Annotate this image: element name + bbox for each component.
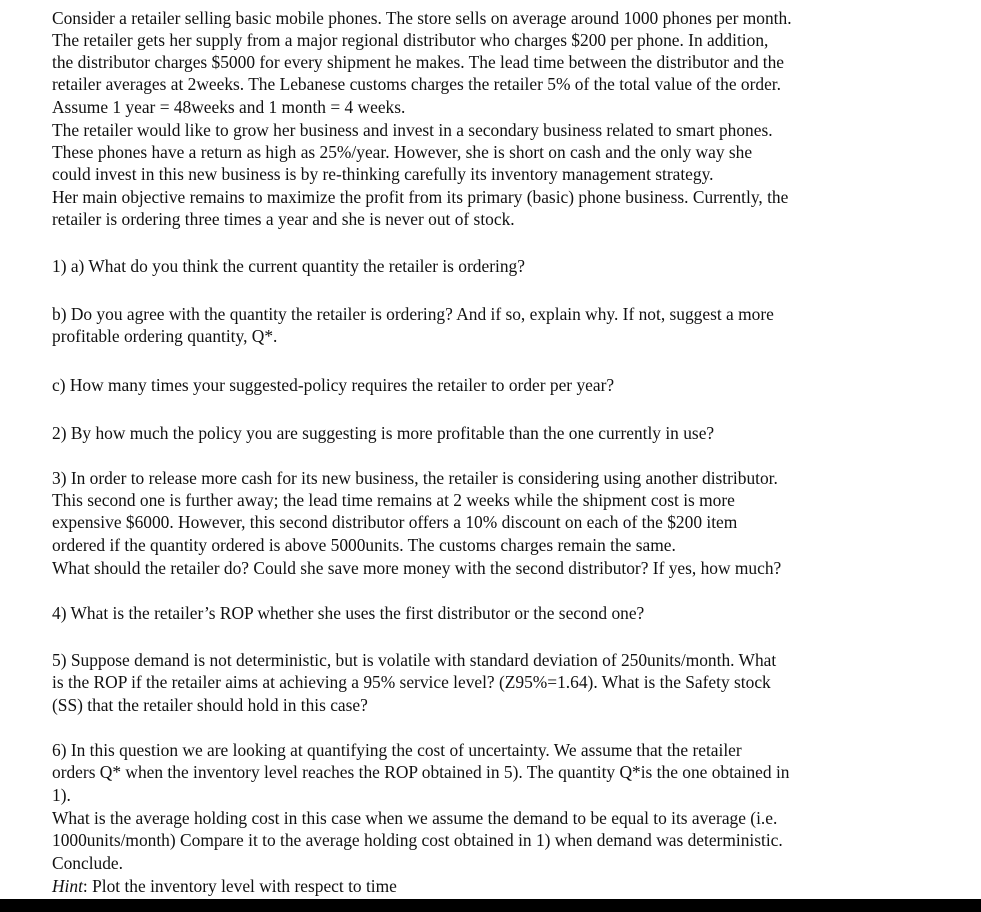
question-line: 5) Suppose demand is not deterministic, but is volatile with standard deviation of 250units/month. What [52, 650, 777, 670]
intro-line: The retailer gets her supply from a major regional distributor who charges $200 per phone. In addition, [52, 30, 769, 50]
question-line: 1) a) What do you think the current quantity the retailer is ordering? [52, 256, 525, 276]
question-line: Conclude. [52, 853, 123, 873]
question-line: This second one is further away; the lead time remains at 2 weeks while the shipment cost is more [52, 490, 735, 510]
intro-line: retailer is ordering three times a year and she is never out of stock. [52, 209, 515, 229]
question-line: ordered if the quantity ordered is above 5000units. The customs charges remain the same. [52, 535, 676, 555]
question-line: profitable ordering quantity, Q*. [52, 326, 278, 346]
question-line: b) Do you agree with the quantity the retailer is ordering? And if so, explain why. If not, suggest a more [52, 304, 774, 324]
question-line: 3) In order to release more cash for its new business, the retailer is considering using another distributor. [52, 468, 778, 488]
intro-line: retailer averages at 2weeks. The Lebanese customs charges the retailer 5% of the total value of the order. [52, 74, 781, 94]
question-line: c) How many times your suggested-policy requires the retailer to order per year? [52, 375, 615, 395]
intro-line: Assume 1 year = 48weeks and 1 month = 4 weeks. [52, 97, 406, 117]
question-line: 1000units/month) Compare it to the average holding cost obtained in 1) when demand was deterministic. [52, 830, 783, 850]
question-line: expensive $6000. However, this second distributor offers a 10% discount on each of the $200 item [52, 512, 738, 532]
intro-line: These phones have a return as high as 25%/year. However, she is short on cash and the only way she [52, 142, 753, 162]
question-line: is the ROP if the retailer aims at achieving a 95% service level? (Z95%=1.64). What is the Safety stock [52, 672, 771, 692]
question-line: (SS) that the retailer should hold in this case? [52, 695, 368, 715]
intro-line: the distributor charges $5000 for every shipment he makes. The lead time between the distributor and the [52, 52, 784, 72]
question-line: 2) By how much the policy you are suggesting is more profitable than the one currently in use? [52, 423, 715, 443]
intro-line: could invest in this new business is by re-thinking carefully its inventory management strategy. [52, 164, 714, 184]
question-line: 6) In this question we are looking at quantifying the cost of uncertainty. We assume that the retailer [52, 740, 742, 760]
bottom-border-bar [0, 899, 981, 912]
question-line: What is the average holding cost in this case when we assume the demand to be equal to its average (i.e. [52, 808, 778, 828]
question-line: orders Q* when the inventory level reaches the ROP obtained in 5). The quantity Q*is the one obtained in [52, 762, 790, 782]
hint-text: : Plot the inventory level with respect to time [82, 876, 397, 896]
hint-label: Hint [52, 876, 83, 896]
question-line: 1). [52, 785, 71, 805]
question-line: What should the retailer do? Could she save more money with the second distributor? If yes, how much? [52, 558, 782, 578]
intro-line: Consider a retailer selling basic mobile phones. The store sells on average around 1000 phones per month. [52, 8, 792, 28]
question-line: 4) What is the retailer’s ROP whether she uses the first distributor or the second one? [52, 603, 645, 623]
intro-line: The retailer would like to grow her business and invest in a secondary business related to smart phones. [52, 120, 773, 140]
hint-line [52, 876, 397, 896]
intro-line: Her main objective remains to maximize the profit from its primary (basic) phone business. Currently, the [52, 187, 789, 207]
